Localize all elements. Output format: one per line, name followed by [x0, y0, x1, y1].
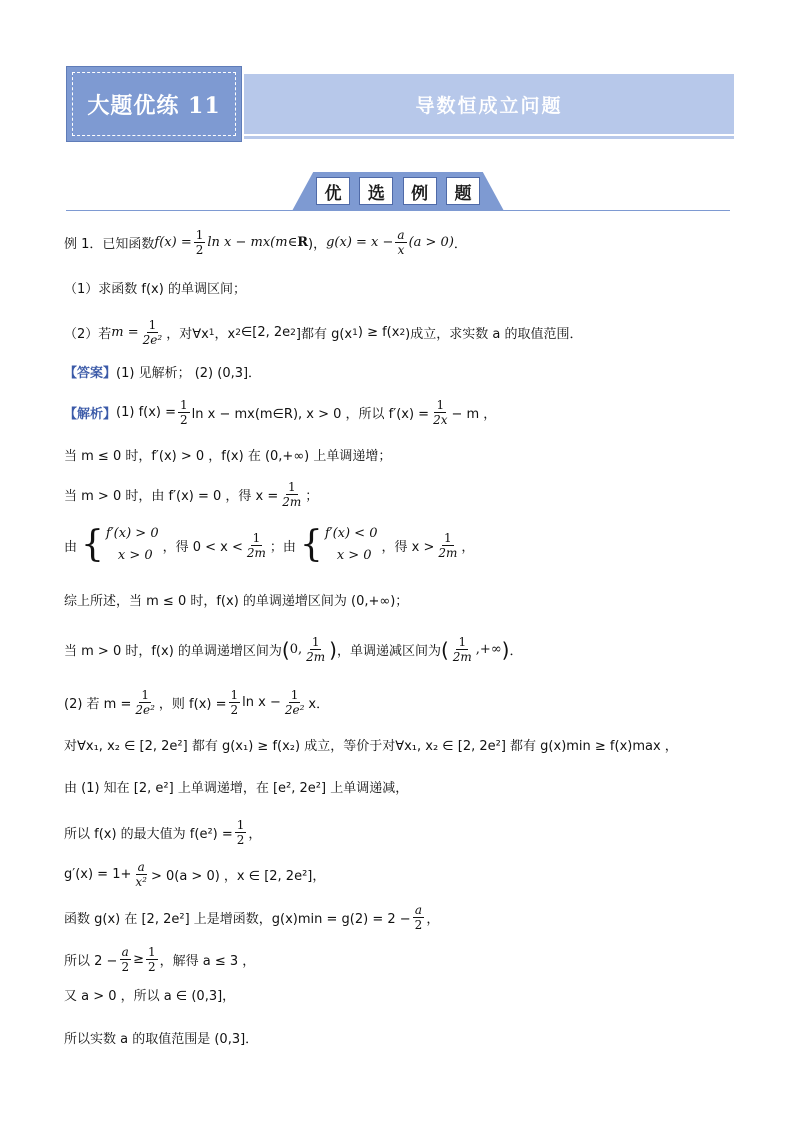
analysis-label: 【解析】: [64, 407, 117, 422]
fraction-1-over-2m-2: $\frac{1}{2m}$: [246, 530, 266, 560]
l6-b: ，单调递减区间为: [336, 644, 441, 659]
q2-m: m =: [111, 325, 139, 340]
analysis-line-12: [64, 903, 439, 932]
question-1: （1）求函数 f(x) 的单调区间；: [64, 282, 246, 297]
l13-c: ，解得 a ≤ 3 ，: [159, 954, 256, 969]
header-left-title: 大题优练 11: [72, 72, 236, 136]
answer-label: 【答案】: [64, 366, 117, 381]
section-char-3: 例: [403, 177, 437, 205]
l11-a: g′(x) = 1+: [64, 867, 132, 882]
sys2-row1: f′(x) < 0: [324, 526, 378, 541]
fraction-1-over-2m-4: $\frac{1}{2m}$: [306, 635, 326, 664]
fraction-half: $\frac{1}{2}$: [195, 228, 204, 257]
fraction-1-over-2e2-2: $\frac{1}{\text{2e²}}$: [135, 688, 155, 717]
fraction-1-over-2e2: $\frac{1}{\text{2e²}}$: [142, 318, 163, 347]
l4-a: 由: [64, 539, 78, 555]
fraction-a-over-2-2: $\frac{a}{2}$: [121, 945, 130, 974]
analysis-line-2: 当 m ≤ 0 时，f′(x) > 0 ，f(x) 在 (0,+∞) 上单调递增；: [64, 449, 392, 464]
problem-line: [64, 228, 467, 257]
l3-a: 当 m > 0 时，由 f′(x) = 0 ，得 x =: [64, 489, 279, 504]
analysis-line-8: 对∀x₁, x₂ ∈ [2, 2e²] 都有 g(x₁) ≥ f(x₂) 成立，等价于对∀x₁, x₂ ∈ [2, 2e²] 都有 g(x)min ≥ f(x)max ，: [64, 739, 678, 754]
answer-line: [64, 362, 261, 381]
fraction-1-over-2x: $\frac{1}{2x}$: [433, 398, 448, 427]
l7-b: ，则 f(x) =: [158, 697, 227, 712]
analysis-line-7: [64, 688, 329, 717]
sys1-row1: f′(x) > 0: [105, 526, 159, 541]
problem-label: 例 1．已知函数: [64, 237, 155, 252]
l6-c: ．: [509, 644, 523, 659]
problem-end: ．: [453, 237, 467, 252]
header-left-box: [66, 66, 242, 142]
analysis-line-6: [64, 635, 522, 664]
answer-text: (1) 见解析； (2) (0,3]．: [116, 366, 262, 381]
fraction-a-over-x2: $\frac{a}{\text{x²}}$: [135, 860, 147, 889]
fraction-half-2: $\frac{1}{2}$: [180, 398, 188, 427]
sys2-row2: x > 0: [336, 548, 372, 563]
l7-c: ln x −: [242, 695, 281, 710]
system-1: { f′(x) > 0 x > 0: [81, 524, 159, 565]
section-char-1: 优: [316, 177, 350, 205]
fraction-half-5: $\frac{1}{2}$: [147, 945, 156, 974]
f-def: f(x) =: [154, 235, 192, 250]
l7-d: x．: [308, 697, 330, 712]
q2-g: )成立，求实数 a 的取值范围．: [405, 327, 583, 342]
header-right-title: 导数恒成立问题: [244, 74, 734, 134]
analysis-line-4: [64, 523, 474, 567]
inc-close: ): [329, 637, 337, 662]
q2-d: ∈[2, 2e: [240, 325, 291, 340]
system-2: { f′(x) < 0 x > 0: [299, 524, 378, 565]
l6-a: 当 m > 0 时，f(x) 的单调递增区间为: [64, 644, 282, 659]
analysis-line-10: [64, 818, 261, 847]
l4-e: ，: [461, 539, 475, 555]
fraction-a-over-x: $\frac{a}{x}$: [397, 228, 405, 257]
l11-b: > 0(a > 0) ，x ∈ [2, 2e²]，: [150, 869, 326, 884]
fraction-half-3: $\frac{1}{2}$: [230, 688, 239, 717]
l10-a: 所以 f(x) 的最大值为 f(e²) =: [64, 827, 233, 842]
f-rest: ln x − mx(m∈: [207, 235, 298, 250]
l4-b: ，得 0 < x <: [162, 539, 243, 555]
l1-a: (1) f(x) =: [116, 405, 177, 420]
fraction-1-over-2m: $\frac{1}{2m}$: [282, 480, 302, 509]
fraction-1-over-2m-5: $\frac{1}{2m}$: [452, 635, 472, 664]
q2-f: ) ≥ f(x: [357, 325, 400, 340]
l12-a: 函数 g(x) 在 [2, 2e²] 上是增函数，g(x)min = g(2) = 2 −: [64, 912, 411, 927]
l13-b: ≥: [133, 952, 144, 967]
analysis-line-15: 所以实数 a 的取值范围是 (0,3]．: [64, 1032, 259, 1047]
l4-c: ；由: [269, 539, 296, 555]
l4-d: ，得 x >: [381, 539, 435, 555]
q2-e: ]都有 g(x: [295, 327, 353, 342]
l13-a: 所以 2 −: [64, 954, 118, 969]
inc-left: 0,: [289, 642, 303, 657]
l10-b: ，: [248, 827, 262, 842]
real-set: R: [297, 235, 309, 250]
analysis-line-14: 又 a > 0 ，所以 a ∈ (0,3]，: [64, 989, 236, 1004]
analysis-line-13: [64, 945, 255, 974]
analysis-line-9: 由 (1) 知在 [2, e²] 上单调递增，在 [e², 2e²] 上单调递减，: [64, 781, 409, 796]
sys1-row2: x > 0: [117, 548, 153, 563]
analysis-line-3: [64, 480, 318, 509]
dec-open: (: [440, 637, 449, 662]
header-underline: [244, 136, 734, 139]
section-char-4: 题: [446, 177, 480, 205]
fraction-1-over-2m-3: $\frac{1}{2m}$: [438, 530, 458, 560]
q2-b: ，对∀x: [166, 327, 209, 342]
q2-a: （2）若: [64, 327, 112, 342]
section-tab: [66, 172, 730, 216]
dec-right: ,+∞: [475, 642, 502, 657]
g-rest: (a > 0): [408, 235, 454, 250]
fraction-1-over-2e2-3: $\frac{1}{\text{2e²}}$: [284, 688, 305, 717]
g-def: g(x) = x −: [326, 235, 394, 250]
analysis-line-11: [64, 860, 325, 889]
header-banner: [66, 66, 734, 142]
fraction-a-over-2: $\frac{a}{2}$: [414, 903, 423, 932]
dec-close: ): [501, 637, 510, 662]
section-char-2: 选: [359, 177, 393, 205]
inc-open: (: [281, 637, 290, 662]
q2-c: ，x: [214, 327, 236, 342]
question-2: （2）若 m = $\frac{1}{\text{2e²}}$ ，对∀x 1 ，x 2 ∈[2, 2e 2 ]都有 g(x 1 ) ≥ f(x 2 )成立，求实数 a 的取值范围．: [64, 318, 583, 347]
l1-b: ln x − mx(m∈R), x > 0 ，所以 f′(x) =: [191, 407, 430, 422]
analysis-line-5: 综上所述，当 m ≤ 0 时，f(x) 的单调递增区间为 (0,+∞)；: [64, 594, 409, 609]
l7-a: (2) 若 m =: [64, 697, 132, 712]
l12-b: ，: [426, 912, 440, 927]
f-close: )，: [308, 237, 327, 252]
analysis-line-1: [64, 398, 496, 427]
l1-c: − m ，: [451, 407, 497, 422]
l3-b: ；: [305, 489, 319, 504]
fraction-half-4: $\frac{1}{2}$: [236, 818, 245, 847]
